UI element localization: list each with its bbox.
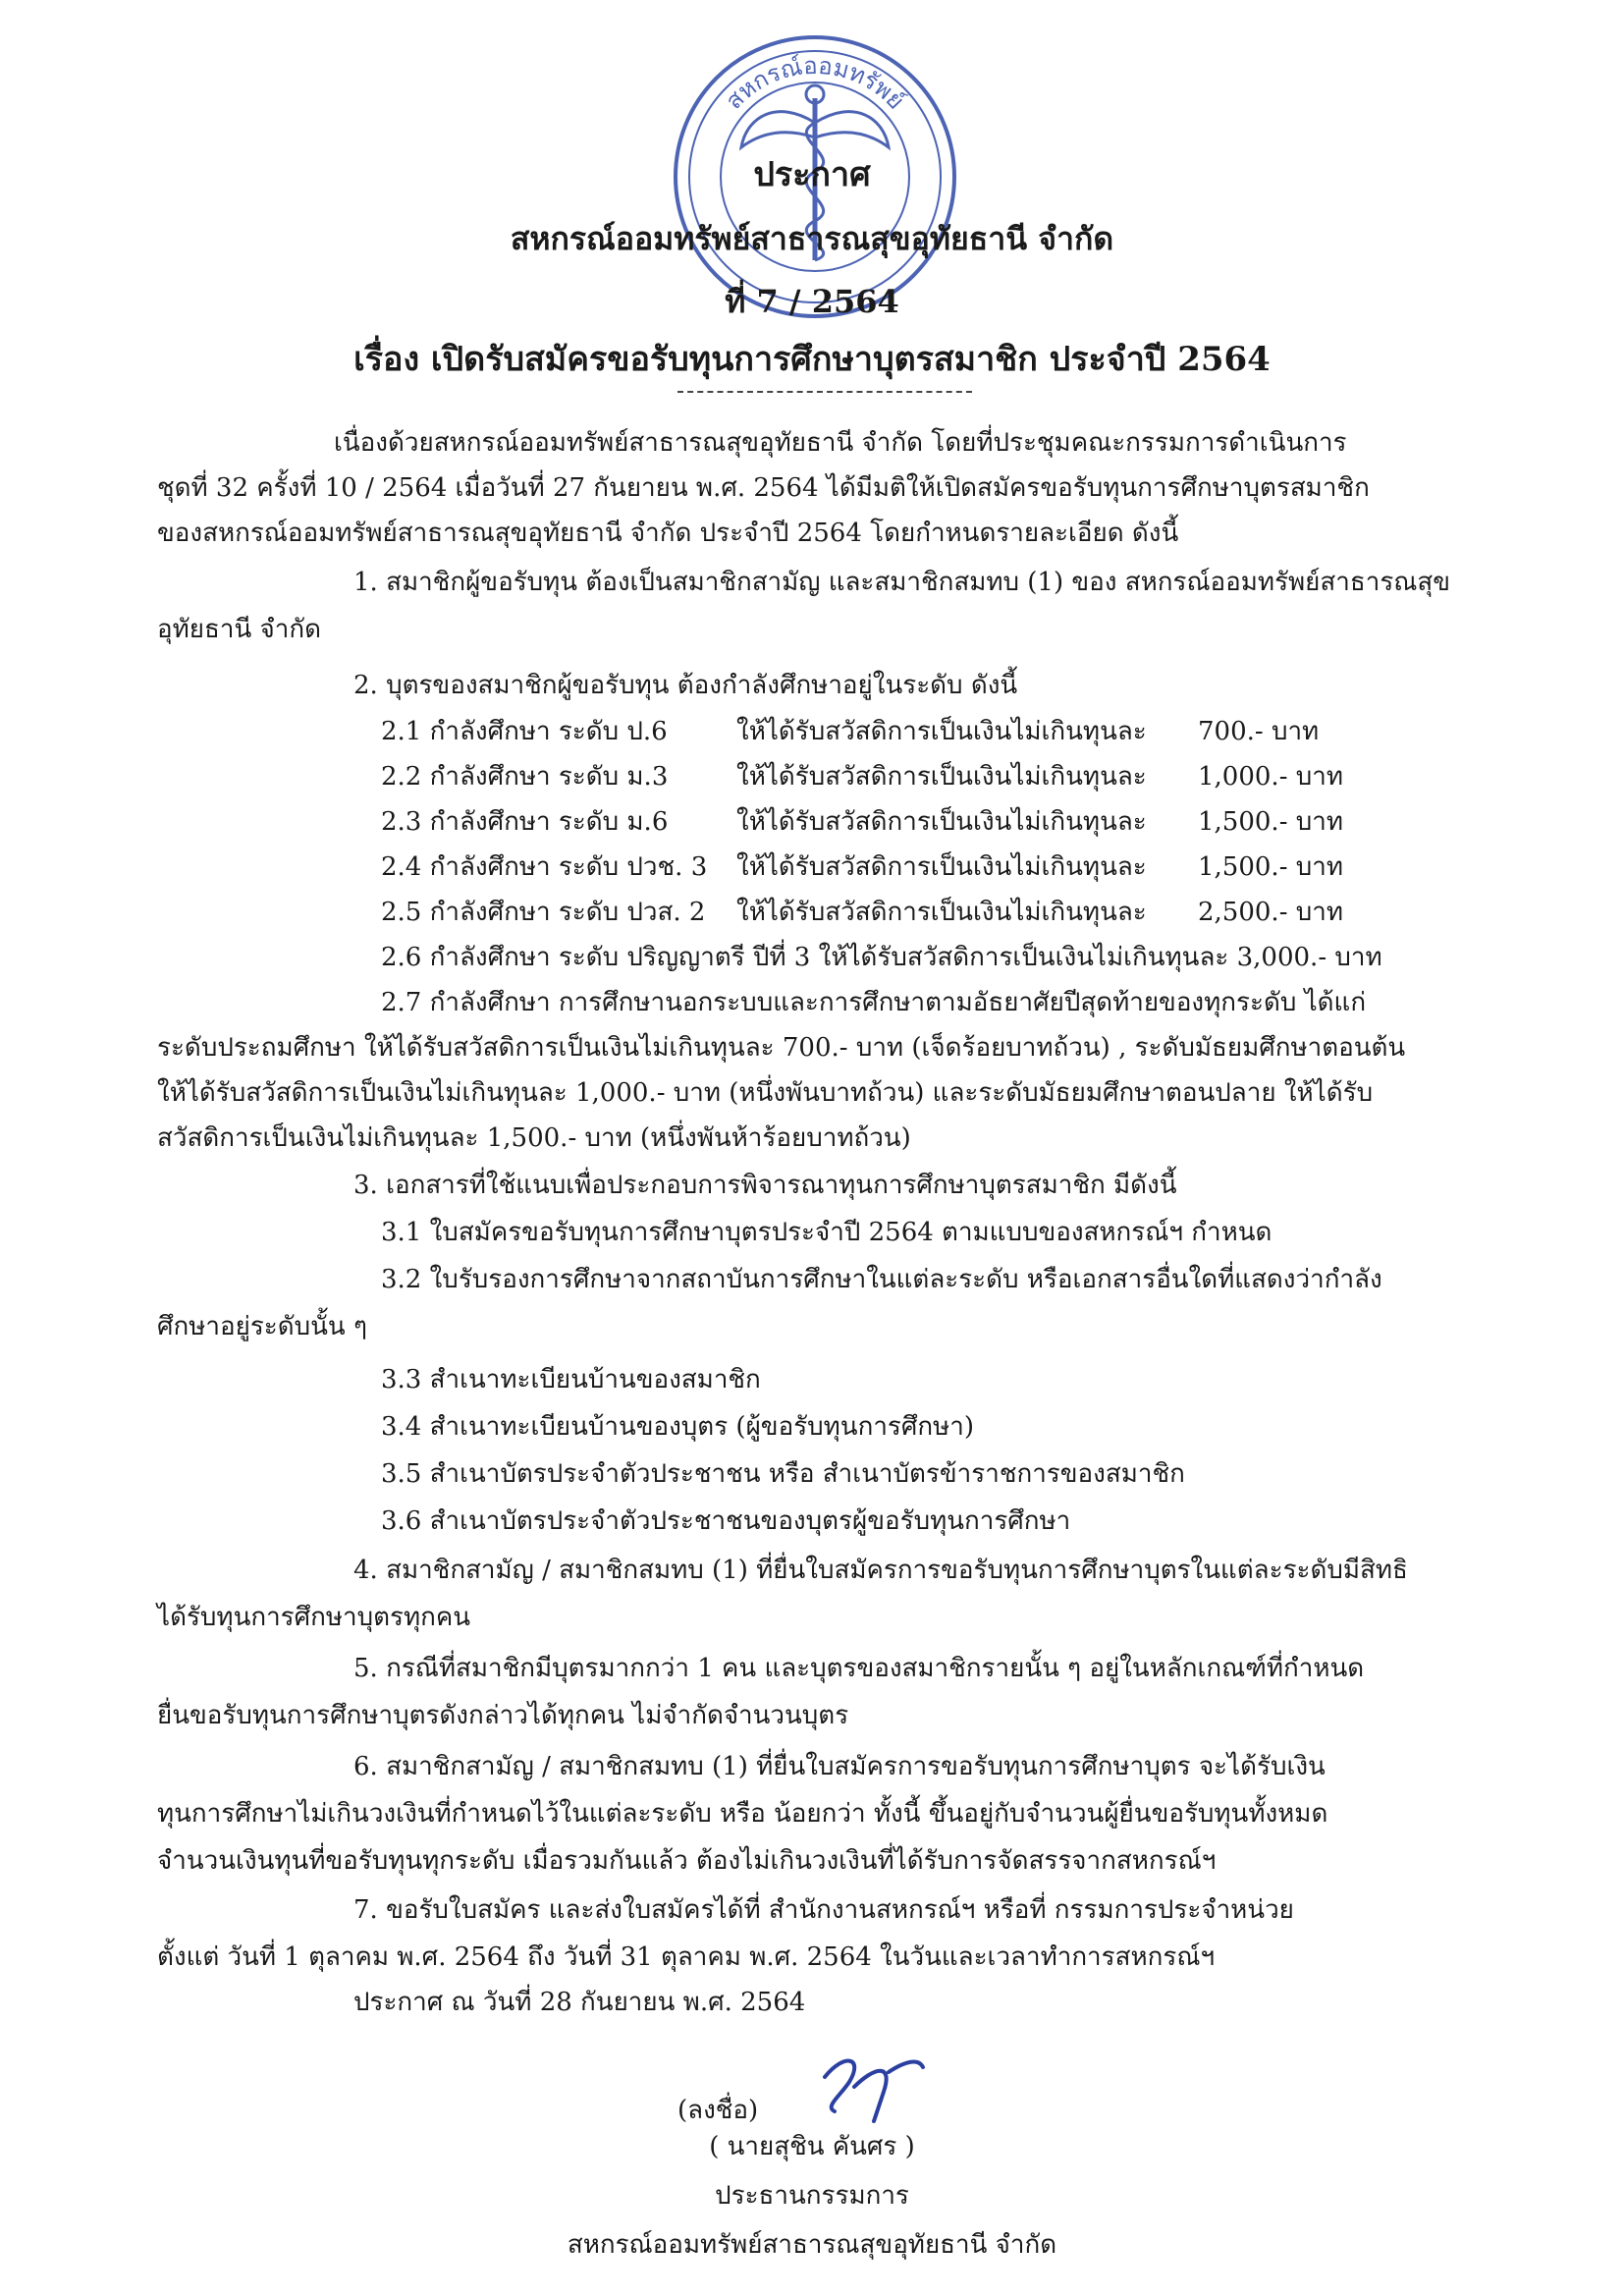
item-2-title: 2. บุตรของสมาชิกผู้ขอรับทุน ต้องกำลังศึกษาอยู่ในระดับ ดังนี้ — [353, 671, 1018, 700]
item-3-2-line: 3.2 ใบรับรองการศึกษาจากสถาบันการศึกษาในแต่ละระดับ หรือเอกสารอื่นใดที่แสดงว่ากำลัง — [381, 1265, 1382, 1294]
seal-text: สหกรณ์ออมทรัพย์ — [720, 51, 910, 115]
item-3-5: 3.5 สำเนาบัตรประจำตัวประชาชน หรือ สำเนาบัตรข้าราชการของสมาชิก — [381, 1459, 1185, 1489]
item-2-7-line: 2.7 กำลังศึกษา การศึกษานอกระบบและการศึกษาตามอัธยาศัยปีสุดท้ายของทุกระดับ ได้แก่ — [381, 988, 1367, 1017]
level-row-benefit: ให้ได้รับสวัสดิการเป็นเงินไม่เกินทุนละ — [736, 717, 1147, 746]
item-5-line: ยื่นขอรับทุนการศึกษาบุตรดังกล่าวได้ทุกคน ไม่จำกัดจำนวนบุตร — [157, 1701, 849, 1730]
item-3-title: 3. เอกสารที่ใช้แนบเพื่อประกอบการพิจารณาทุนการศึกษาบุตรสมาชิก มีดังนี้ — [353, 1171, 1177, 1200]
item-3-4: 3.4 สำเนาทะเบียนบ้านของบุตร (ผู้ขอรับทุนการศึกษา) — [381, 1412, 975, 1442]
level-row-benefit: ให้ได้รับสวัสดิการเป็นเงินไม่เกินทุนละ — [736, 807, 1147, 837]
announcement-heading: ประกาศ — [753, 155, 871, 194]
level-row-label: 2.3 กำลังศึกษา ระดับ ม.6 — [381, 807, 669, 837]
level-row-amount: 700.- บาท — [1198, 717, 1320, 746]
intro-line: ของสหกรณ์ออมทรัพย์สาธารณสุขอุทัยธานี จำกัด ประจำปี 2564 โดยกำหนดรายละเอียด ดังนี้ — [157, 519, 1179, 548]
item-3-6: 3.6 สำเนาบัตรประจำตัวประชาชนของบุตรผู้ขอรับทุนการศึกษา — [381, 1506, 1071, 1536]
item-3-3: 3.3 สำเนาทะเบียนบ้านของสมาชิก — [381, 1365, 761, 1394]
level-row-benefit: ให้ได้รับสวัสดิการเป็นเงินไม่เกินทุนละ — [736, 898, 1147, 927]
signatory-organization: สหกรณ์ออมทรัพย์สาธารณสุขอุทัยธานี จำกัด — [567, 2230, 1057, 2260]
item-1-line: 1. สมาชิกผู้ขอรับทุน ต้องเป็นสมาชิกสามัญ และสมาชิกสมทบ (1) ของ สหกรณ์ออมทรัพย์สาธารณสุข — [353, 568, 1451, 597]
level-row-amount: 1,500.- บาท — [1198, 852, 1343, 882]
sign-label: (ลงชื่อ) — [677, 2096, 759, 2125]
level-row-bachelor: 2.6 กำลังศึกษา ระดับ ปริญญาตรี ปีที่ 3 ให้ได้รับสวัสดิการเป็นเงินไม่เกินทุนละ 3,000.- บาท — [381, 943, 1382, 972]
level-row-label: 2.1 กำลังศึกษา ระดับ ป.6 — [381, 717, 668, 746]
item-5-line: 5. กรณีที่สมาชิกมีบุตรมากกว่า 1 คน และบุตรของสมาชิกรายนั้น ๆ อยู่ในหลักเกณฑ์ที่กำหนด — [353, 1654, 1365, 1683]
item-3-1: 3.1 ใบสมัครขอรับทุนการศึกษาบุตรประจำปี 2564 ตามแบบของสหกรณ์ฯ กำหนด — [381, 1218, 1272, 1247]
organization-name: สหกรณ์ออมทรัพย์สาธารณสุขอุทัยธานี จำกัด — [510, 220, 1114, 257]
intro-line: เนื่องด้วยสหกรณ์ออมทรัพย์สาธารณสุขอุทัยธานี จำกัด โดยที่ประชุมคณะกรรมการดำเนินการ — [334, 428, 1347, 458]
announcement-number: ที่ 7 / 2564 — [725, 283, 899, 320]
item-4-line: 4. สมาชิกสามัญ / สมาชิกสมทบ (1) ที่ยื่นใบสมัครการขอรับทุนการศึกษาบุตรในแต่ละระดับมีสิทธิ — [353, 1556, 1408, 1585]
item-4-line: ได้รับทุนการศึกษาบุตรทุกคน — [157, 1603, 471, 1632]
announcement-subject: เรื่อง เปิดรับสมัครขอรับทุนการศึกษาบุตรสมาชิก ประจำปี 2564 — [353, 340, 1271, 379]
item-6-line: จำนวนเงินทุนที่ขอรับทุนทุกระดับ เมื่อรวมกันแล้ว ต้องไม่เกินวงเงินที่ได้รับการจัดสรรจากสหกรณ์ฯ — [157, 1846, 1217, 1876]
item-7-line: ตั้งแต่ วันที่ 1 ตุลาคม พ.ศ. 2564 ถึง วันที่ 31 ตุลาคม พ.ศ. 2564 ในวันและเวลาทำการสหกรณ์ฯ — [157, 1942, 1216, 1972]
item-1-line: อุทัยธานี จำกัด — [157, 615, 321, 644]
level-row-amount: 2,500.- บาท — [1198, 898, 1343, 927]
signatory-position: ประธานกรรมการ — [715, 2181, 909, 2211]
level-row-benefit: ให้ได้รับสวัสดิการเป็นเงินไม่เกินทุนละ — [736, 852, 1147, 882]
item-2-7-line: ระดับประถมศึกษา ให้ได้รับสวัสดิการเป็นเงินไม่เกินทุนละ 700.- บาท (เจ็ดร้อยบาทถ้วน) , ระดับมัธยมศึกษาตอนต้น — [157, 1033, 1406, 1063]
signatory-name: ( นายสุชิน คันศร ) — [709, 2132, 915, 2161]
level-row-label: 2.5 กำลังศึกษา ระดับ ปวส. 2 — [381, 898, 706, 927]
level-row-amount: 1,000.- บาท — [1198, 762, 1343, 792]
level-row-label: 2.4 กำลังศึกษา ระดับ ปวช. 3 — [381, 852, 708, 882]
handwritten-signature — [805, 2048, 933, 2126]
item-3-2-line: ศึกษาอยู่ระดับนั้น ๆ — [157, 1312, 367, 1341]
item-2-7-line: สวัสดิการเป็นเงินไม่เกินทุนละ 1,500.- บาท (หนึ่งพันห้าร้อยบาทถ้วน) — [157, 1123, 911, 1153]
item-6-line: ทุนการศึกษาไม่เกินวงเงินที่กำหนดไว้ในแต่ละระดับ หรือ น้อยกว่า ทั้งนี้ ขึ้นอยู่กับจำนวนผู้ยื่นขอรับทุนทั้งหมด — [157, 1799, 1328, 1829]
level-row-amount: 1,500.- บาท — [1198, 807, 1343, 837]
item-2-7-line: ให้ได้รับสวัสดิการเป็นเงินไม่เกินทุนละ 1,000.- บาท (หนึ่งพันบาทถ้วน) และระดับมัธยมศึกษาตอนปลาย ให้ได้รับ — [157, 1078, 1374, 1108]
title-divider — [677, 391, 972, 393]
announced-date: ประกาศ ณ วันที่ 28 กันยายน พ.ศ. 2564 — [353, 1988, 806, 2017]
item-7-line: 7. ขอรับใบสมัคร และส่งใบสมัครได้ที่ สำนักงานสหกรณ์ฯ หรือที่ กรรมการประจำหน่วย — [353, 1895, 1294, 1925]
level-row-label: 2.2 กำลังศึกษา ระดับ ม.3 — [381, 762, 669, 792]
level-row-benefit: ให้ได้รับสวัสดิการเป็นเงินไม่เกินทุนละ — [736, 762, 1147, 792]
item-6-line: 6. สมาชิกสามัญ / สมาชิกสมทบ (1) ที่ยื่นใบสมัครการขอรับทุนการศึกษาบุตร จะได้รับเงิน — [353, 1752, 1326, 1781]
intro-line: ชุดที่ 32 ครั้งที่ 10 / 2564 เมื่อวันที่ 27 กันยายน พ.ศ. 2564 ได้มีมติให้เปิดสมัครขอรับทุนการศึกษาบุตรสมาชิก — [157, 473, 1370, 503]
